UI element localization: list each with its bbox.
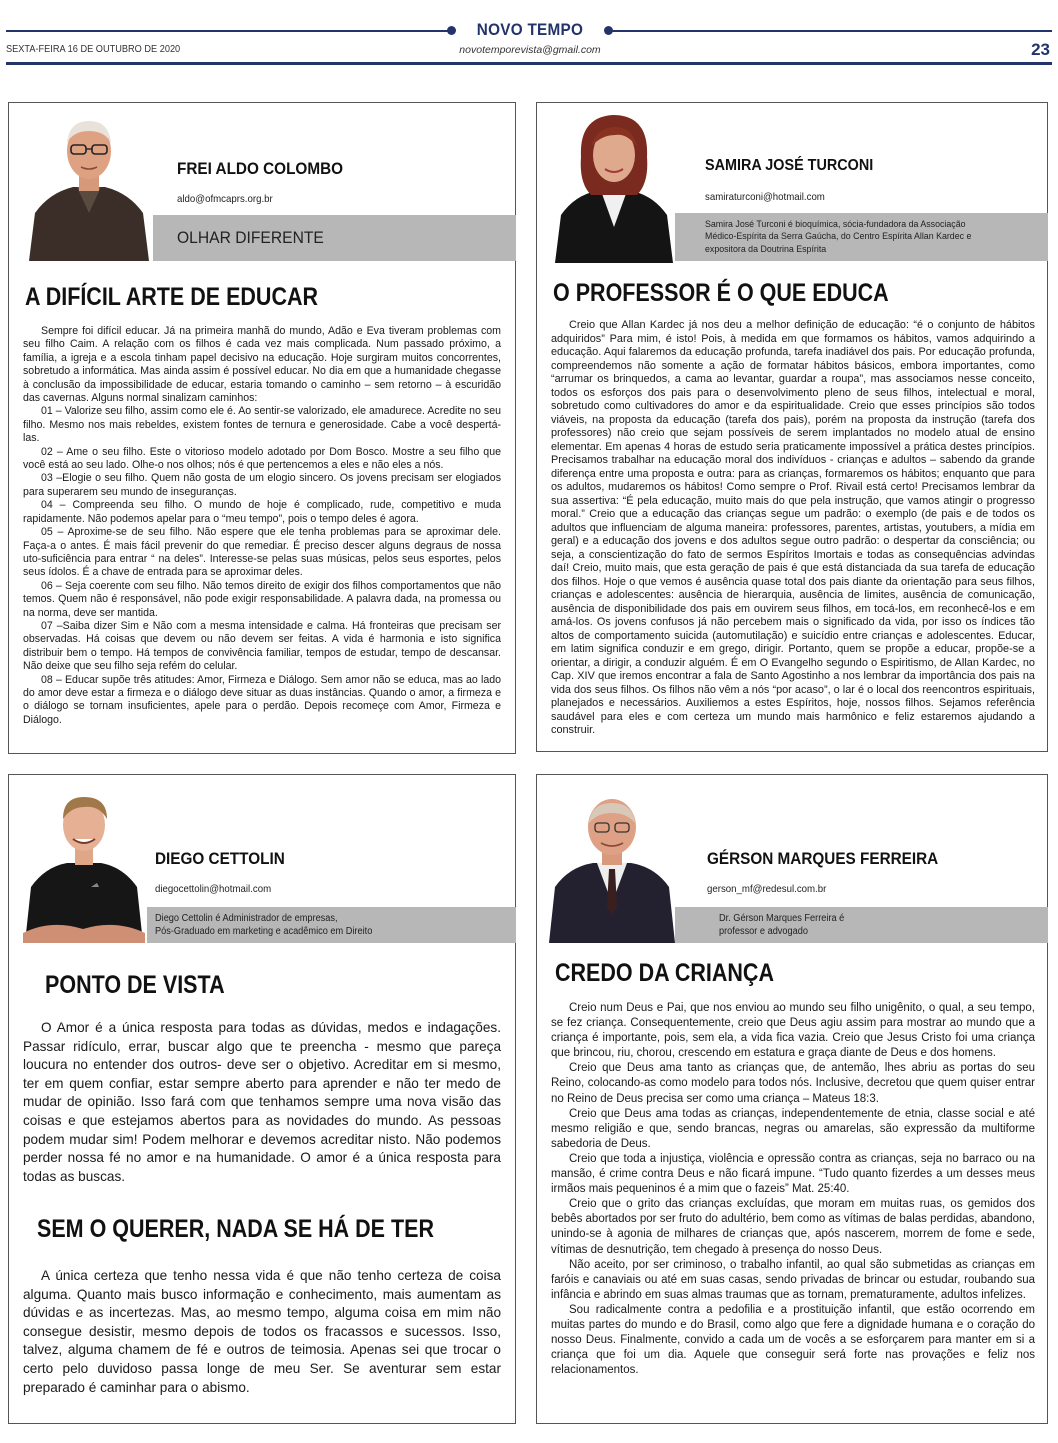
author-email: diegocettolin@hotmail.com	[155, 883, 272, 895]
masthead-rule-left	[6, 30, 450, 32]
masthead	[0, 0, 1058, 70]
article-paragraph: Creio que Allan Kardec já nos deu a melhor definição de educação: “é o conjunto de hábitos adquiridos” Para mim, é isto! Pois, à medida em que formamos os hábitos, vamos adquirindo a educação. Aqui falaremos da educação profunda, tarefa inadiável dos pais. Por educação profunda, compreendemos não somente a ação de formatar hábitos básicos, embora importantes, como “arrumar os brinquedos, a cama ao levantar, guardar a roupa”, mas associamos nesse conceito, todos os esforços dos pais para o desenvolvimento pleno de seus filhos, intelectual e moral, sobretudo como cultivadores do amor e da espiritualidade. Creio que esses princípios são todos viáveis, na proposta da educação (tarefa dos pais), porém na proposta da instrução (tarefa dos professores) não creio que sejam possíveis de serem implantados no modelo atual de ensino elementar. Em apenas 4 horas de estudo seria praticamente impossível a prática destes princípios. Precisamos trabalhar na educação moral dos indivíduos - crianças e adultos – sabendo da grande diferença entre uma proposta e outra: para as crianças, formaremos os hábitos; enquanto que para os adultos, mudaremos os hábitos! Como sempre o Prof. Rivail está certo! Precisamos lembrar da sua assertiva: “É pela educação, muito mais do que pela instrução, que vamos atingir o progresso moral.” Creio que a educação das crianças segue um padrão: o exemplo (de pais e de todos os adultos que influenciam de alguma maneira: professores, parentes, artistas, youtubers, a mídia em geral) e a educação dos jovens e dos adultos segue outro padrão: o despertar da consciência; ou seja, a conscientização do fato de sermos Espíritos Imortais e todas as consequências advindas daí! Creio, muito mais, que esta geração de pais é que está distanciada da sua tarefa de educação dos filhos. Hoje o que vemos é ausência quase total dos pais diante da orientação para seus filhos, crianças e adolescentes: ausência de hierarquia, ausência de limites, ausência de comunicação, ausência de disponibilidade dos pais em ouvirem seus filhos, em tocá-los, em reconhecê-los e em amá-los. Os jovens confusos já não percebem mais o significado da vida, por isso os índices tão altos de comportamento suicida (automutilação) e suicídio entre crianças e adolescentes. Educar, em latim significa conduzir e em grego, dirigir. Portanto, quem se propõe a educar, propõe-se a orientar, a dirigir, a conduzir alguém. É em O Evangelho segundo o Espiritismo, de Allan Kardec, no Cap. XIV que iremos encontrar a fala de Santo Agostinho a nos lembrar da importância dos pais na vida dos seus filhos. Os filhos não vêm a nós “por acaso”, o lar é o local dos reencontros espirituais, planejados e necessários. Auxiliemos a estes Espíritos, hoje, nossos filhos. Sejamos referência saudável para eles e com certeza um mundo mais harmônico e feliz estaremos ajudando a construir.	[551, 319, 1035, 736]
issue-date: SEXTA-FEIRA 16 DE OUTUBRO DE 2020	[6, 44, 181, 55]
author-photo-diego	[21, 783, 147, 943]
article-paragraph: Creio que Deus ama todas as crianças, independentemente de etnia, classe social e até mesmo religião e que, sendo brancas, negras ou amarelas, são expressão da multiforme sabedoria de Deus.	[551, 1107, 1035, 1150]
article-paragraph: O Amor é a única resposta para todas as dúvidas, medos e indagações. Passar ridículo, errar, buscar algo que te preencha - mesmo que pareça loucura no entender dos outros- deve ser o objetivo. Acreditar em si mesmo, ter em quem confiar, estar sempre aberto para aprender e não ter medo de mudar de opinião. Isso fará com que tenhamos sempre uma nova visão das coisas e que estejamos abertos para as novidades do mundo. As pessoas podem mudar sim! Podem melhorar e devemos acreditar nisto. Não podemos perder nossa fé no amor e na humanidade. O amor é a única resposta para todas as buscas.	[23, 1020, 501, 1184]
bio-line: Dr. Gérson Marques Ferreira é	[719, 913, 845, 924]
article-samira	[536, 102, 1048, 752]
article-headline: A DIFÍCIL ARTE DE EDUCAR	[25, 283, 319, 311]
article-gerson	[536, 774, 1048, 1424]
bio-line: Diego Cettolin é Administrador de empresas,	[155, 913, 338, 924]
portrait-image	[25, 103, 153, 261]
author-name: SAMIRA JOSÉ TURCONI	[705, 157, 874, 174]
article-headline: PONTO DE VISTA	[45, 971, 225, 999]
bio-line: Samira José Turconi é bioquímica, sócia-fundadora da Associação	[705, 219, 966, 230]
article-body	[551, 319, 1035, 738]
author-name: FREI ALDO COLOMBO	[177, 159, 344, 178]
article-paragraph: 06 – Seja coerente com seu filho. Não temos direito de exigir dos filhos comportamentos que não temos. Quem não é responsável, não pode exigir responsabilidade. A palavra dada, na promessa ou na norma, deve ser mantida.	[23, 579, 501, 619]
author-photo-gerson	[549, 783, 675, 943]
article-diego	[8, 774, 516, 1424]
article-paragraph: Creio que Deus ama tanto as crianças que, de antemão, lhes abriu as portas do seu Reino, colocando-as como modelo para todos nós. Inclusive, decretou que quem quiser entrar no Reino de Deus precisa ser como uma criança – Mateus 18:3.	[551, 1062, 1035, 1105]
newspaper-email: novotemporevista@gmail.com	[459, 44, 601, 56]
article-paragraph: Creio que toda a injustiça, violência e opressão contra as crianças, seja no barraco ou na mansão, é crime contra Deus e não ficará impune. “Tudo quanto fizerdes a um desses meus irmãos mais pequeninos é a mim que o fazeis” Mat. 25:40.	[551, 1152, 1035, 1196]
portrait-image	[553, 103, 675, 263]
article-paragraph: Sempre foi difícil educar. Já na primeira manhã do mundo, Adão e Eva tiveram problemas com seu filho Caim. A relação com os filhos é cada vez mais complicada. Num passado próximo, a família, a igreja e a escola tinham papel decisivo na educação. Hoje surgiram muitos concorrentes, sobretudo a informática. Mas ainda assim é possível educar. No dia em que a humanidade chegasse à conclusão da impossibilidade de educar, estaria tomando o caminho – sem retorno – à escuridão das cavernas. Alguns normal sinalizam caminhos:	[23, 325, 501, 405]
page-number: 23	[1031, 40, 1050, 59]
article-headline: O PROFESSOR É O QUE EDUCA	[553, 279, 889, 307]
article-headline-secondary: SEM O QUERER, NADA SE HÁ DE TER	[37, 1215, 434, 1243]
column-name: OLHAR DIFERENTE	[177, 228, 324, 247]
bio-line: professor e advogado	[719, 926, 808, 937]
article-body-secondary	[23, 1267, 501, 1397]
article-paragraph: 08 – Educar supõe três atitudes: Amor, Firmeza e Diálogo. Sem amor não se educa, mas ao lado do amor deve estar a firmeza e o diálogo deve situar as duas instâncias. Quando o amor, a firmeza e o diálogo se tornam insuficientes, apele para o perdão. Depois recomeçe com Amor, Firmeza e Diálogo.	[23, 673, 501, 726]
portrait-image	[549, 783, 675, 943]
article-paragraph: 01 – Valorize seu filho, assim como ele é. Ao sentir-se valorizado, ele amadurece. Acredite no seu filho. Mesmo nos mais rebeldes, existem fontes de ternura e generosidade. Cabe a você despertá-las.	[23, 405, 501, 445]
author-name: GÉRSON MARQUES FERREIRA	[707, 849, 939, 868]
masthead-dot-left	[447, 26, 456, 35]
masthead-divider	[6, 62, 1052, 65]
article-frei-aldo	[8, 102, 516, 754]
article-paragraph: 03 –Elogie o seu filho. Quem não gosta de um elogio sincero. Os jovens precisam ser elogiados para superarem seu mundo de inseguranças.	[23, 472, 501, 498]
article-body	[23, 325, 501, 727]
article-paragraph: A única certeza que tenho nessa vida é que não tenho certeza de coisa alguma. Quanto mais busco informação e conhecimento, mais aumentam as dúvidas e as incertezas. Mas, ao mesmo tempo, alguma coisa em mim não consegue desistir, mesmo depois de todos os fracassos e sucessos. Isso, talvez, alguma chamem de fé e outros de teimosia. Apenas sei que trocar o certo pelo duvidoso passa longe de meu Ser. Se aventurar sem estar preparado é caminhar para o abismo.	[23, 1268, 501, 1395]
author-bio	[155, 912, 372, 938]
article-paragraph: Creio num Deus e Pai, que nos enviou ao mundo seu filho unigênito, o qual, a seu tempo, se fez criança. Consequentemente, creio que Deus agiu assim para mostrar ao mundo que a criança é importante, pois, sem ela, a vida fica vazia. Creio que Jesus Cristo foi uma criança que brincou, riu, chorou, crescendo em estatura e graça diante de Deus e dos homens.	[551, 1002, 1035, 1060]
author-photo-samira	[553, 103, 675, 263]
article-headline: CREDO DA CRIANÇA	[555, 959, 774, 987]
newspaper-title: NOVO TEMPO	[476, 20, 584, 39]
article-body	[23, 1019, 501, 1186]
article-paragraph: Creio que o grito das crianças excluídas, que moram em muitas ruas, os gemidos dos bebês abortados por ser fruto do adultério, bem como as vítimas de balas perdidas, abandono, unindo-se à agonia de milhares de crianças que, após nascerem, morrem de fome e sede, vítimas de desnutrição, tem chegado à presença do nosso Deus.	[551, 1198, 1035, 1256]
bio-line: Pós-Graduado em marketing e acadêmico em Direito	[155, 926, 373, 937]
author-name: DIEGO CETTOLIN	[155, 849, 285, 868]
article-paragraph: 05 – Aproxime-se de seu filho. Não espere que ele tenha problemas para se aproximar dele. Faça-a o antes. É mais fácil prevenir do que remediar. É preciso descer alguns degraus de nossa uto-suficiência para entrar “ na deles”. Interesse-se pelas suas músicas, pelos seus esportes, pelos seus ídolos. É a chave de entrada para se aproximar deles.	[23, 526, 501, 579]
author-email: gerson_mf@redesul.com.br	[707, 883, 827, 895]
bio-line: expositora da Doutrina Espírita	[705, 243, 827, 255]
author-bio	[705, 219, 971, 256]
article-paragraph: Sou radicalmente contra a pedofilia e a prostituição infantil, que estão ocorrendo em muitas partes do mundo e do Brasil, como algo que fere a dignidade humana e o coração do nosso Deus. Finalmente, convido a cada um de vocês a se esforçarem para manter em si a criança que foi um dia. Aquele que conseguir será forte nas provações e feliz nos relacionamentos.	[551, 1303, 1035, 1377]
bio-band	[675, 213, 1048, 261]
bio-band	[147, 907, 516, 943]
author-photo-aldo	[25, 103, 153, 261]
bio-band	[675, 907, 1048, 943]
article-paragraph: 02 – Ame o seu filho. Este o vitorioso modelo adotado por Dom Bosco. Mostre a seu filho que você está ao seu lado. Olhe-o nos olhos; nós é que pertencemos a eles e não eles a nós.	[23, 445, 501, 472]
article-body	[551, 1001, 1035, 1378]
bio-line: Médico-Espírita da Serra Gaúcha, do Centro Espírita Allan Kardec e	[705, 231, 972, 243]
column-band	[153, 215, 516, 261]
article-paragraph: 07 –Saiba dizer Sim e Não com a mesma intensidade e calma. Há fronteiras que precisam ser observadas. Há coisas que devem ou não devem ser feitas. A vida é harmonia e isto significa distribuir bem o tempo. Há tempos de convivência familiar, tempos de estudar, tempo de descansar. Não deixe que seu filho seja refém do celular.	[23, 619, 501, 673]
article-paragraph: Não aceito, por ser criminoso, o trabalho infantil, ao qual são submetidas as crianças em faróis e canaviais ou até em suas casas, sendo privadas de brincar ou estudar, roubando sua infância e abrindo em suas almas traumas que as tornam, prematuramente, adultos infelizes.	[551, 1258, 1035, 1301]
author-email: samiraturconi@hotmail.com	[705, 191, 825, 203]
masthead-rule-right	[610, 30, 1052, 32]
author-email: aldo@ofmcaprs.org.br	[177, 193, 273, 205]
article-paragraph: 04 – Compreenda seu filho. O mundo de hoje é complicado, rude, competitivo e muda rapidamente. Não podemos apelar para o “meu tempo”, pois o tempo deles é agora.	[23, 499, 501, 525]
portrait-image	[21, 783, 147, 943]
author-bio	[719, 912, 844, 938]
